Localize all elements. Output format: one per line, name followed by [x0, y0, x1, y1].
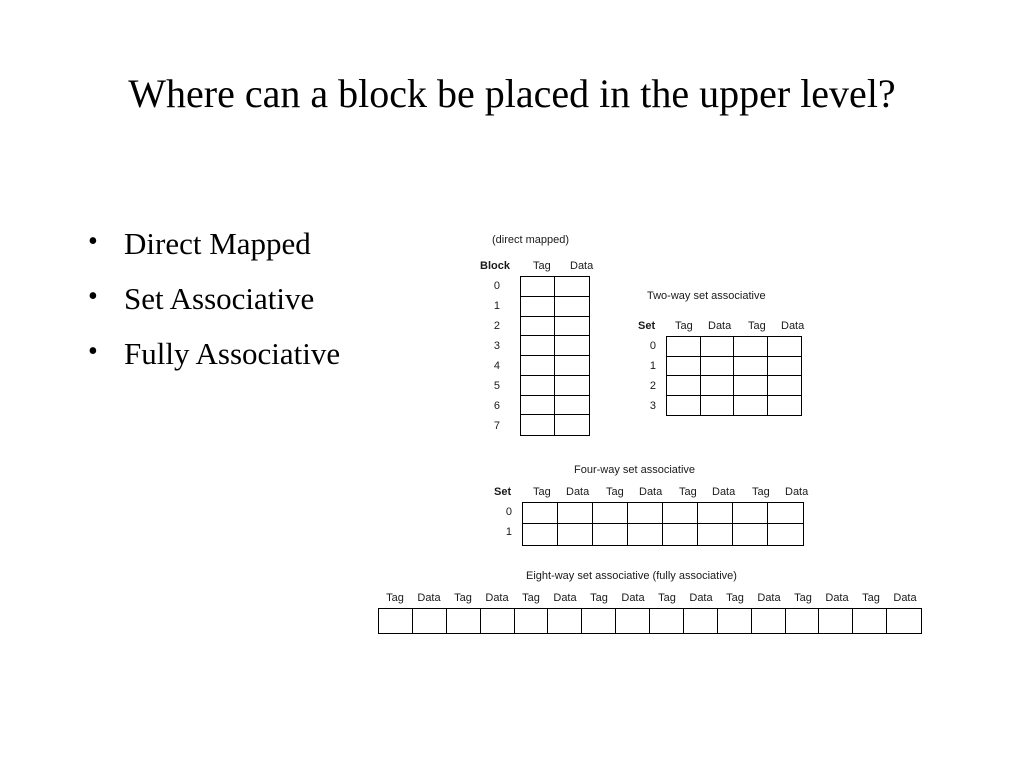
four-way-header-tag-3: Tag: [679, 486, 697, 498]
row-label: 0: [493, 280, 500, 292]
grid-cell: [593, 503, 628, 524]
two-way-header-tag-2: Tag: [748, 320, 766, 332]
grid-cell: [786, 609, 820, 633]
grid-cell: [558, 503, 593, 524]
eight-way-header-label: Tag: [590, 592, 608, 604]
grid-cell: [521, 376, 555, 396]
grid-cell: [616, 609, 650, 633]
grid-cell: [555, 396, 589, 416]
grid-cell: [663, 524, 698, 545]
grid-cell: [582, 609, 616, 633]
grid-cell: [667, 337, 701, 357]
grid-cell: [521, 297, 555, 317]
four-way-header-data-2: Data: [639, 486, 663, 498]
grid-cell: [734, 376, 768, 396]
grid-cell: [701, 357, 735, 377]
four-way-header-tag-1: Tag: [533, 486, 551, 498]
eight-way-header-label: Tag: [522, 592, 540, 604]
grid-cell: [558, 524, 593, 545]
grid-cell: [718, 609, 752, 633]
eight-way-header-label: Data: [621, 592, 645, 604]
grid-cell: [667, 357, 701, 377]
bullet-marker: •: [88, 226, 98, 257]
four-way-header-data-1: Data: [566, 486, 590, 498]
grid-cell: [521, 336, 555, 356]
eight-way-column-headers: [378, 592, 922, 604]
grid-cell: [768, 503, 803, 524]
grid-cell: [515, 609, 549, 633]
eight-way-header-label: Data: [757, 592, 781, 604]
eight-way-header-label: Data: [825, 592, 849, 604]
two-way-header-data-1: Data: [708, 320, 732, 332]
cache-placement-diagram: [370, 228, 930, 648]
two-way-grid: [666, 336, 802, 416]
grid-cell: [768, 376, 802, 396]
grid-cell: [887, 609, 921, 633]
grid-cell: [555, 356, 589, 376]
eight-way-header-label: Tag: [794, 592, 812, 604]
direct-mapped-header-block: Block: [480, 260, 510, 272]
grid-cell: [768, 357, 802, 377]
row-label: 5: [493, 380, 500, 392]
eight-way-header-label: Data: [689, 592, 713, 604]
direct-mapped-grid: [520, 276, 590, 436]
row-label: 7: [493, 420, 500, 432]
grid-cell: [734, 357, 768, 377]
grid-cell: [521, 317, 555, 337]
grid-cell: [521, 277, 555, 297]
eight-way-header-label: Tag: [658, 592, 676, 604]
four-way-header-tag-2: Tag: [606, 486, 624, 498]
grid-cell: [698, 503, 733, 524]
row-label: 1: [505, 526, 512, 538]
eight-way-header-label: Data: [553, 592, 577, 604]
row-label: 2: [493, 320, 500, 332]
eight-way-grid: [378, 608, 922, 634]
four-way-header-data-3: Data: [712, 486, 736, 498]
grid-cell: [523, 503, 558, 524]
two-way-row-labels: [628, 336, 656, 416]
grid-cell: [650, 609, 684, 633]
grid-cell: [853, 609, 887, 633]
row-label: 6: [493, 400, 500, 412]
grid-cell: [768, 524, 803, 545]
grid-cell: [379, 609, 413, 633]
grid-cell: [701, 396, 735, 416]
grid-cell: [555, 277, 589, 297]
four-way-header-set: Set: [494, 486, 512, 498]
two-way-header-set: Set: [638, 320, 656, 332]
grid-cell: [521, 356, 555, 376]
grid-cell: [819, 609, 853, 633]
grid-cell: [555, 376, 589, 396]
row-label: 0: [649, 340, 656, 352]
grid-cell: [521, 396, 555, 416]
grid-cell: [701, 337, 735, 357]
eight-way-header-label: Tag: [862, 592, 880, 604]
row-label: 1: [649, 360, 656, 372]
grid-cell: [481, 609, 515, 633]
eight-way-header-label: Data: [485, 592, 509, 604]
grid-cell: [628, 503, 663, 524]
grid-cell: [768, 396, 802, 416]
direct-mapped-header-data: Data: [570, 260, 594, 272]
eight-way-header-label: Data: [893, 592, 917, 604]
four-way-grid: [522, 502, 804, 546]
row-label: 3: [649, 400, 656, 412]
two-way-header-data-2: Data: [781, 320, 805, 332]
grid-cell: [684, 609, 718, 633]
row-label: 0: [505, 506, 512, 518]
grid-cell: [555, 317, 589, 337]
grid-cell: [734, 396, 768, 416]
direct-mapped-header-tag: Tag: [533, 260, 551, 272]
grid-cell: [768, 337, 802, 357]
row-label: 3: [493, 340, 500, 352]
bullet-label: Fully Associative: [124, 336, 341, 371]
four-way-row-labels: [484, 502, 512, 542]
eight-way-header-label: Tag: [386, 592, 404, 604]
four-way-header-data-4: Data: [785, 486, 809, 498]
four-way-caption: Four-way set associative: [574, 464, 696, 476]
grid-cell: [701, 376, 735, 396]
row-label: 1: [493, 300, 500, 312]
grid-cell: [555, 336, 589, 356]
grid-cell: [733, 524, 768, 545]
two-way-caption: Two-way set associative: [647, 290, 766, 302]
grid-cell: [698, 524, 733, 545]
grid-cell: [667, 396, 701, 416]
grid-cell: [555, 297, 589, 317]
grid-cell: [555, 415, 589, 435]
grid-cell: [667, 376, 701, 396]
grid-cell: [734, 337, 768, 357]
grid-cell: [413, 609, 447, 633]
eight-way-caption: Eight-way set associative (fully associative): [526, 570, 737, 582]
four-way-header-tag-4: Tag: [752, 486, 770, 498]
row-label: 4: [493, 360, 500, 372]
eight-way-header-label: Tag: [454, 592, 472, 604]
grid-cell: [663, 503, 698, 524]
grid-cell: [593, 524, 628, 545]
eight-way-header-label: Tag: [726, 592, 744, 604]
direct-mapped-caption: (direct mapped): [492, 234, 570, 246]
grid-cell: [733, 503, 768, 524]
grid-cell: [523, 524, 558, 545]
direct-mapped-row-labels: [470, 276, 500, 436]
page-title: Where can a block be placed in the upper level?: [128, 71, 896, 116]
grid-cell: [447, 609, 481, 633]
grid-cell: [548, 609, 582, 633]
bullet-label: Set Associative: [124, 281, 315, 316]
bullet-label: Direct Mapped: [124, 226, 311, 261]
eight-way-header-label: Data: [417, 592, 441, 604]
grid-cell: [521, 415, 555, 435]
row-label: 2: [649, 380, 656, 392]
grid-cell: [752, 609, 786, 633]
grid-cell: [628, 524, 663, 545]
bullet-marker: •: [88, 281, 98, 312]
bullet-marker: •: [88, 336, 98, 367]
two-way-header-tag-1: Tag: [675, 320, 693, 332]
